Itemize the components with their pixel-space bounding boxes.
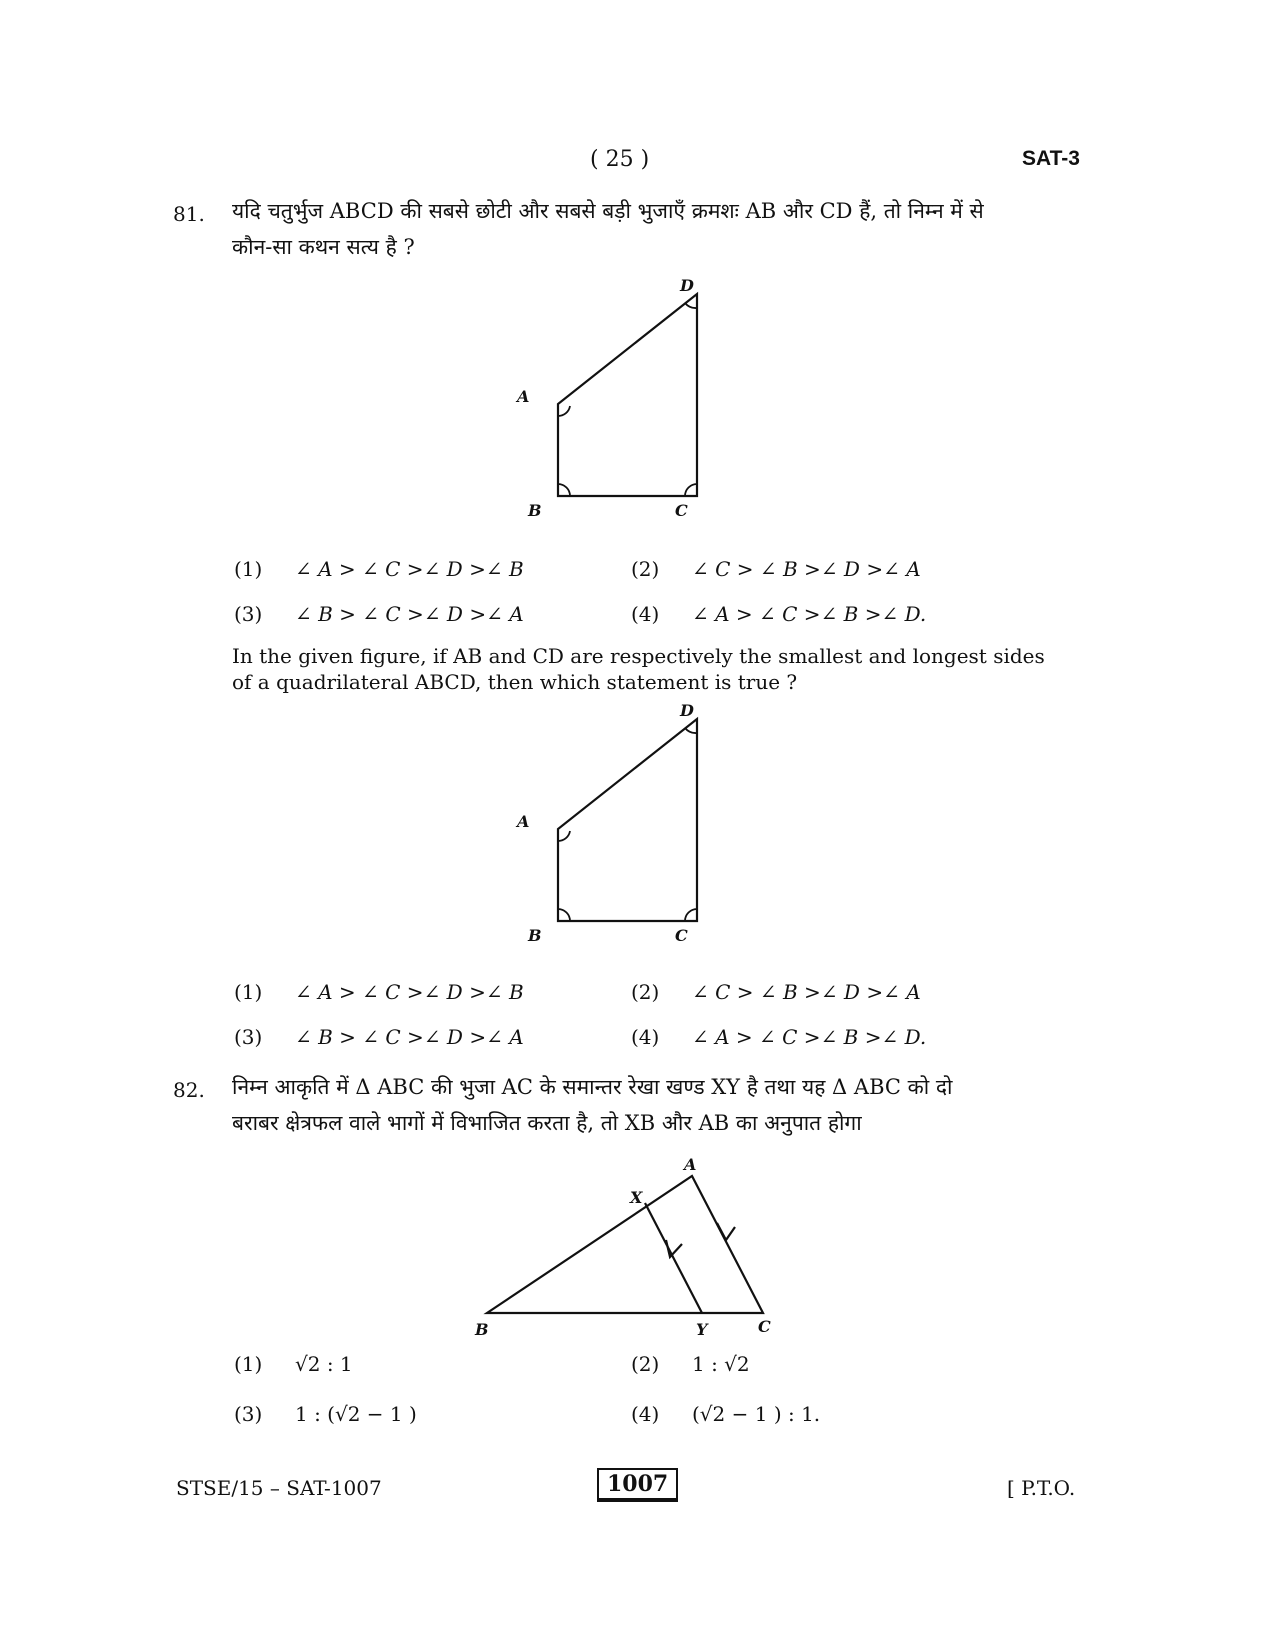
vertex-label-b: B	[475, 1320, 489, 1339]
vertex-label-c: C	[675, 926, 688, 945]
option-num: (3)	[234, 1025, 263, 1049]
question-81-hindi-line1: यदि चतुर्भुज ABCD की सबसे छोटी और सबसे बड़ी भुजाएँ क्रमशः AB और CD हैं, तो निम्न में से	[232, 199, 984, 223]
question-81-number: 81.	[173, 202, 205, 226]
vertex-label-a: A	[517, 387, 530, 406]
vertex-label-c: C	[758, 1317, 771, 1336]
angle-arc-d	[685, 303, 697, 308]
vertex-label-d: D	[680, 276, 694, 295]
footer-pto: [ P.T.O.	[1007, 1476, 1076, 1500]
option-num: (3)	[234, 1402, 263, 1426]
page-number: ( 25 )	[590, 147, 650, 172]
angle-arc-c	[685, 484, 697, 496]
quadrilateral-figure-1	[517, 275, 720, 535]
option-num: (2)	[631, 557, 660, 581]
option-text: ∠ A > ∠ C >∠ B >∠ D.	[692, 1025, 927, 1049]
question-82-hindi-line2: बराबर क्षेत्रफल वाले भागों में विभाजित करता है, तो XB और AB का अनुपात होगा	[232, 1111, 862, 1135]
angle-arc-c	[685, 909, 697, 921]
option-num: (1)	[234, 980, 263, 1004]
question-81-english-line1: In the given figure, if AB and CD are respectively the smallest and longest sides	[232, 644, 1045, 668]
option-text: ∠ A > ∠ C >∠ B >∠ D.	[692, 602, 927, 626]
footer-booklet-number: 1007	[597, 1468, 678, 1500]
option-num: (3)	[234, 602, 263, 626]
option-num: (4)	[631, 1025, 660, 1049]
point-label-y: Y	[696, 1320, 708, 1339]
question-81-english-line2: of a quadrilateral ABCD, then which statement is true ?	[232, 670, 798, 694]
option-text: ∠ A > ∠ C >∠ D >∠ B	[295, 980, 524, 1004]
question-81-english	[232, 643, 1092, 695]
quadrilateral-figure-2	[517, 700, 720, 960]
option-text: ∠ C > ∠ B >∠ D >∠ A	[692, 557, 921, 581]
angle-arc-a	[558, 831, 570, 841]
footer-code: STSE/15 – SAT-1007	[176, 1476, 382, 1500]
option-num: (1)	[234, 557, 263, 581]
question-82-number: 82.	[173, 1078, 205, 1102]
vertex-label-a: A	[517, 812, 530, 831]
vertex-label-d: D	[680, 701, 694, 720]
vertex-label-a: A	[684, 1155, 697, 1174]
quadrilateral-shape	[558, 294, 697, 496]
question-82-hindi-line1: निम्न आकृति में Δ ABC की भुजा AC के समान्तर रेखा खण्ड XY है तथा यह Δ ABC को दो	[232, 1075, 953, 1099]
triangle-figure	[470, 1155, 800, 1345]
option-num: (2)	[631, 980, 660, 1004]
angle-arc-b	[558, 909, 570, 921]
triangle-abc	[487, 1176, 763, 1313]
option-text: ∠ B > ∠ C >∠ D >∠ A	[295, 602, 524, 626]
parallel-arrow-xy	[666, 1240, 682, 1257]
option-text: ∠ C > ∠ B >∠ D >∠ A	[692, 980, 921, 1004]
angle-arc-a	[558, 406, 570, 416]
vertex-label-b: B	[528, 501, 542, 520]
option-num: (4)	[631, 1402, 660, 1426]
question-81-hindi-line2: कौन-सा कथन सत्य है ?	[232, 235, 415, 259]
option-text: (√2 − 1 ) : 1.	[692, 1402, 821, 1426]
vertex-label-c: C	[675, 501, 688, 520]
point-label-x: X	[630, 1188, 643, 1207]
option-num: (4)	[631, 602, 660, 626]
quadrilateral-shape	[558, 719, 697, 921]
angle-arc-d	[685, 728, 697, 733]
segment-xy	[645, 1203, 702, 1313]
option-text: ∠ B > ∠ C >∠ D >∠ A	[295, 1025, 524, 1049]
option-num: (2)	[631, 1352, 660, 1376]
option-num: (1)	[234, 1352, 263, 1376]
vertex-label-b: B	[528, 926, 542, 945]
question-81-hindi	[232, 193, 1092, 265]
option-text: √2 : 1	[295, 1352, 353, 1376]
question-82-hindi	[232, 1069, 1092, 1141]
paper-code: SAT-3	[1022, 147, 1080, 170]
angle-arc-b	[558, 484, 570, 496]
option-text: 1 : √2	[692, 1352, 750, 1376]
option-text: ∠ A > ∠ C >∠ D >∠ B	[295, 557, 524, 581]
option-text: 1 : (√2 − 1 )	[295, 1402, 417, 1426]
